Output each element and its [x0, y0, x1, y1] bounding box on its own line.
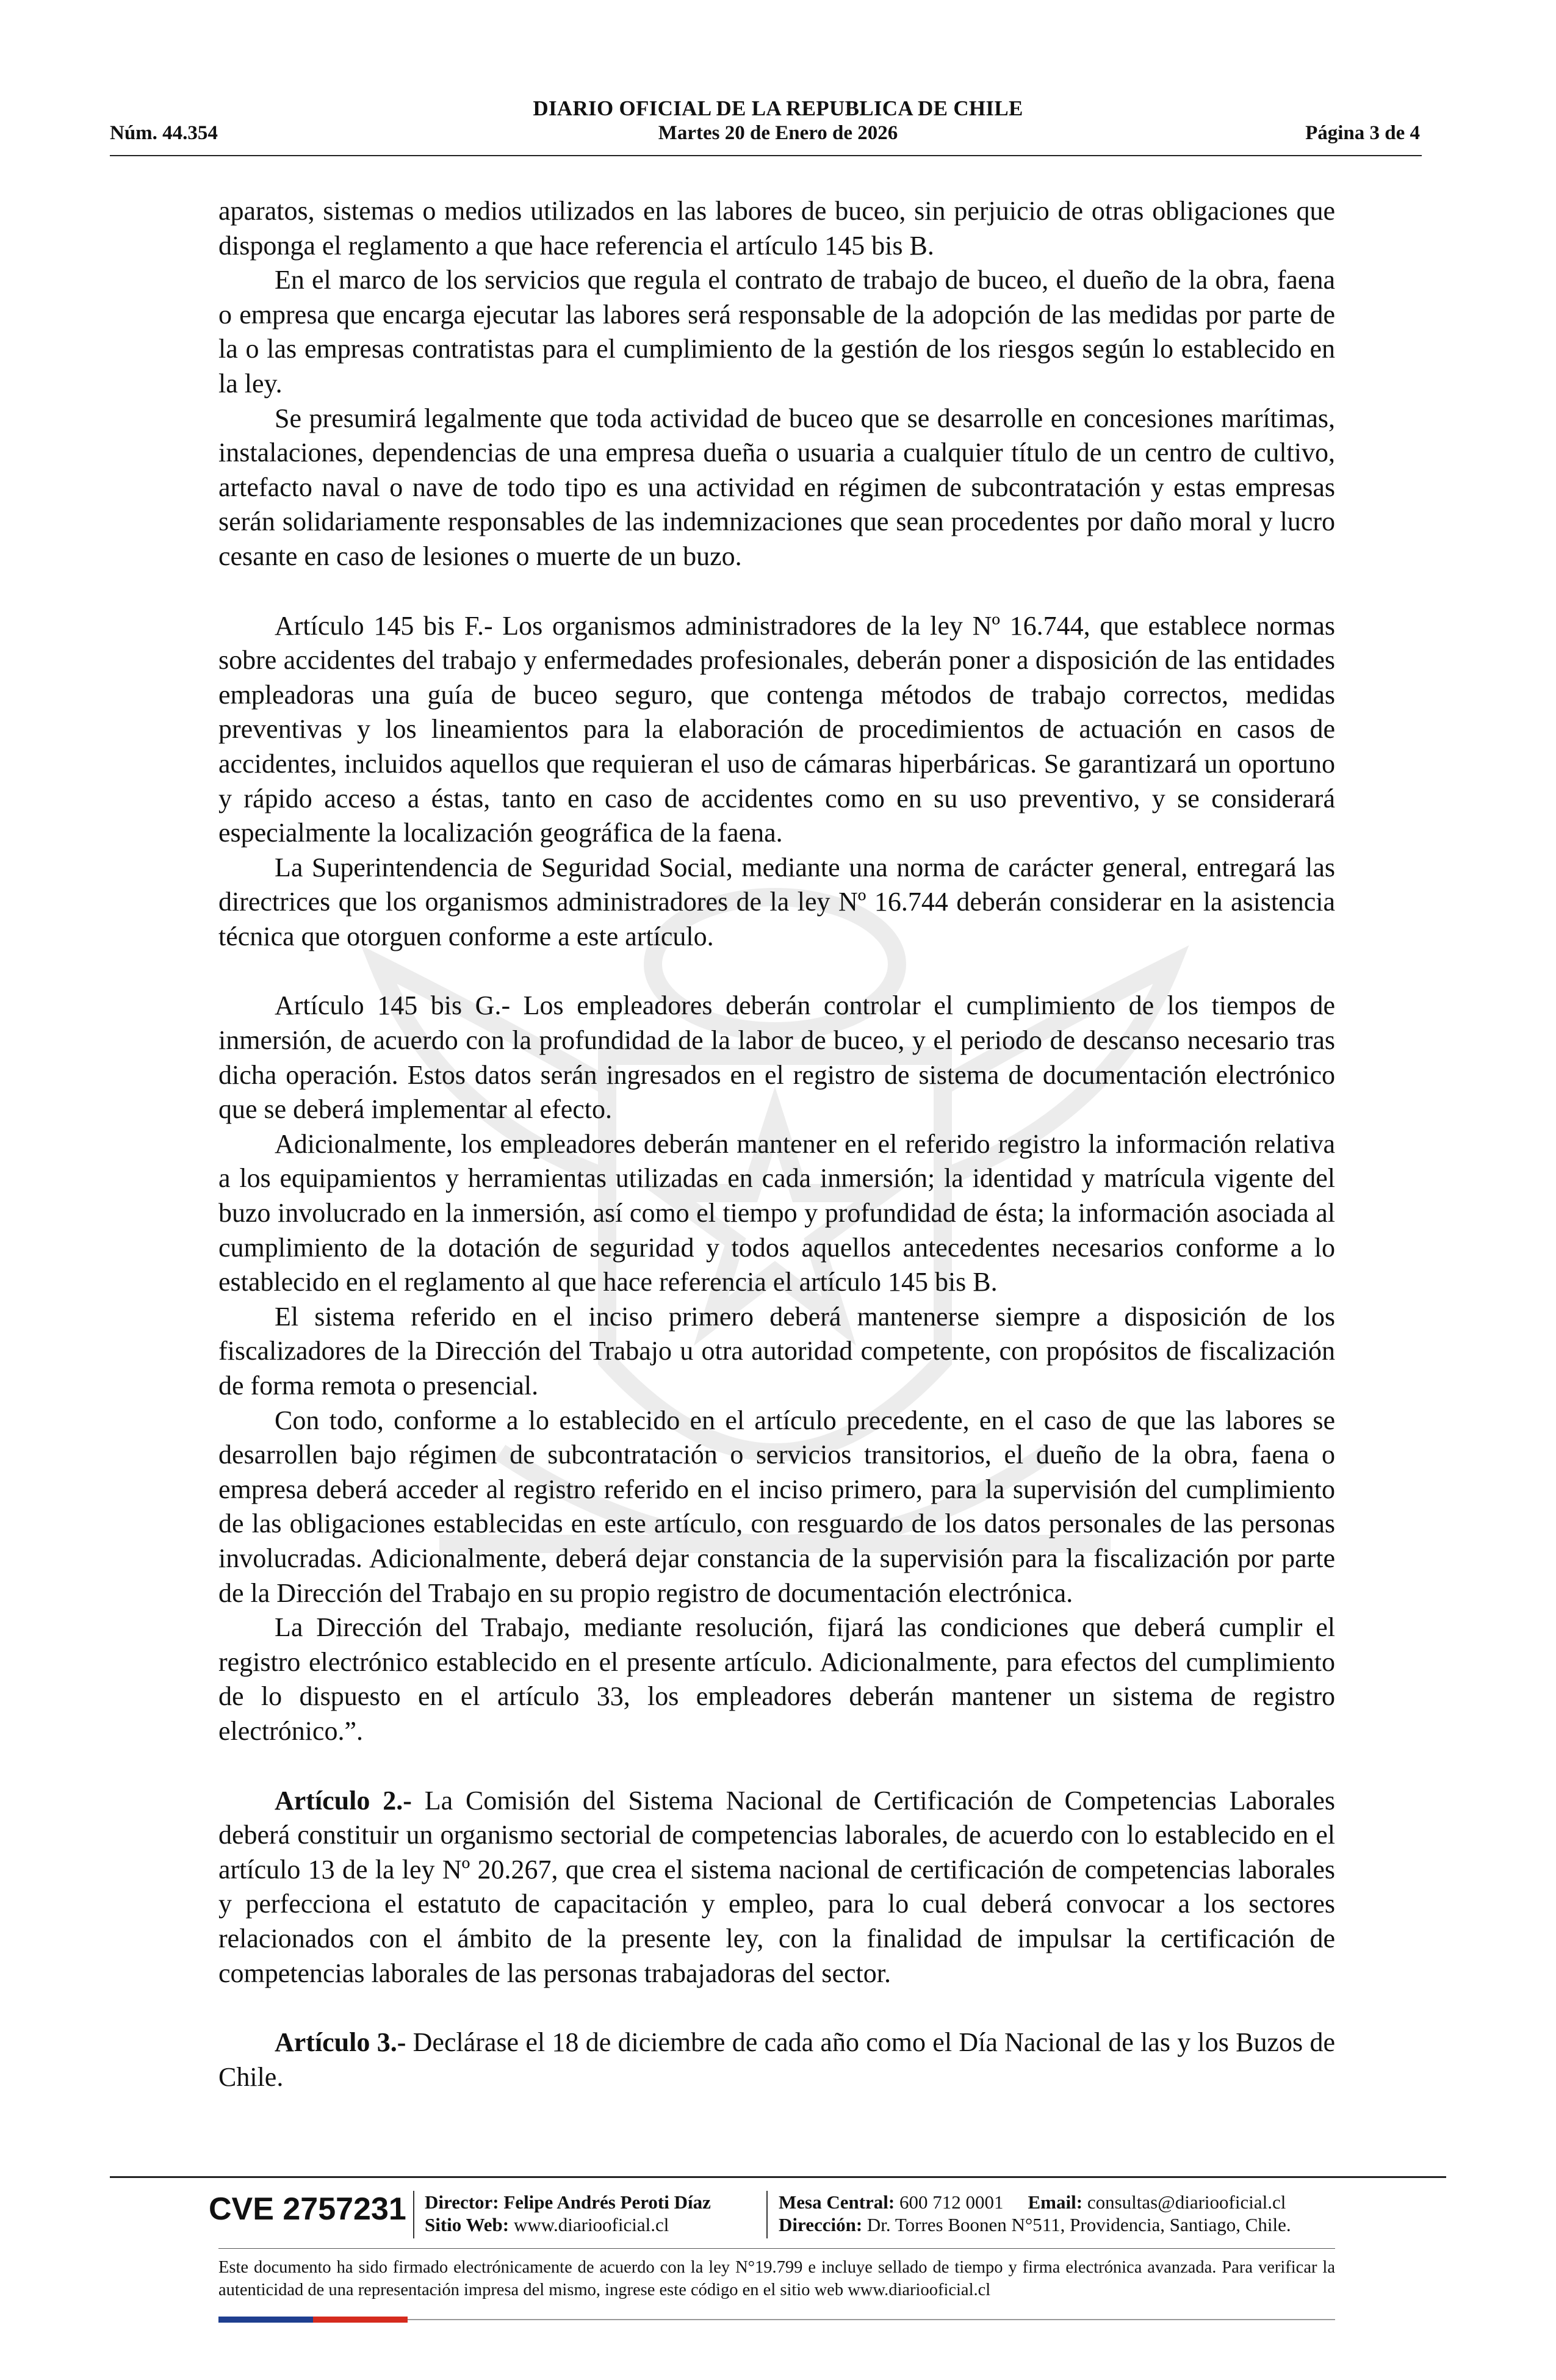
paragraph-article-145-bis-f: Artículo 145 bis F.- Los organismos administradores de la ley Nº 16.744, que establece normas sobre accidentes del trabajo y enfermedades profesionales, deberán poner a disposición de las entidades empleadoras una guía de buceo seguro, que contenga métodos de trabajo correctos, medidas preventivas y los lineamientos para la elaboración de procedimientos de actuación en casos de accidentes, incluidos aquellos que requieran el uso de cámaras hiperbáricas. Se garantizará un oportuno y rápido acceso a éstas, tanto en caso de accidentes como en su uso preventivo, y se considerará especialmente la localización geográfica de la faena. [218, 610, 1335, 848]
director-label: Director: [425, 2191, 499, 2213]
article-3-text: Declárase el 18 de diciembre de cada año como el Día Nacional de las y los Buzos de Chile. [218, 2027, 1335, 2092]
website-label: Sitio Web: [425, 2214, 510, 2235]
flag-stripe-blue [218, 2317, 313, 2323]
address-label: Dirección: [779, 2214, 863, 2235]
paragraph: El sistema referido en el inciso primero deberá mantenerse siempre a disposición de los fiscalizadores de la Dirección del Trabajo u otra autoridad competente, con propósitos de fiscalización de forma remota o presencial. [218, 1301, 1335, 1401]
footer-divider [110, 2176, 1446, 2178]
flag-stripe-red [313, 2317, 408, 2323]
email-label: Email: [1028, 2191, 1083, 2213]
paragraph: aparatos, sistemas o medios utilizados en las labores de buceo, sin perjuicio de otras obligaciones que disponga el reglamento a que hace referencia el artículo 145 bis B. [218, 196, 1335, 261]
newspaper-title: DIARIO OFICIAL DE LA REPUBLICA DE CHILE [533, 96, 1023, 120]
paragraph: Se presumirá legalmente que toda actividad de buceo que se desarrolle en concesiones marítimas, instalaciones, dependencias de una empresa dueña o usuaria a cualquier título de un centro de cultivo, artefacto naval o nave de todo tipo es una actividad en régimen de subcontratación y estas empresas serán solidariamente responsables de las indemnizaciones que sean procedentes por daño moral y lucro cesante en caso de lesiones o muerte de un buzo. [218, 403, 1335, 571]
article-3-label: Artículo 3.- [275, 2027, 406, 2058]
footer-director-block [425, 2191, 711, 2236]
header-divider [110, 155, 1422, 156]
paragraph: La Dirección del Trabajo, mediante resolución, fijará las condiciones que deberá cumplir el registro electrónico establecido en el presente artículo. Adicionalmente, para efectos del cumplimiento de lo dispuesto en el artículo 33, los empleadores deberán mantener un sistema de registro electrónico.”. [218, 1612, 1335, 1746]
paragraph: En el marco de los servicios que regula el contrato de trabajo de buceo, el dueño de la obra, faena o empresa que encarga ejecutar las labores será responsable de la adopción de las medidas por parte de la o las empresas contratistas para el cumplimiento de la gestión de los riesgos según lo establecido en la ley. [218, 265, 1335, 398]
footer-separator [766, 2191, 768, 2238]
page-indicator: Página 3 de 4 [1305, 122, 1420, 144]
paragraph: Con todo, conforme a lo establecido en el artículo precedente, en el caso de que las labores se desarrollen bajo régimen de subcontratación o servicios transitorios, el dueño de la obra, faena o empresa deberá acceder al registro referido en el inciso primero, para la supervisión del cumplimiento de las obligaciones establecidas en este artículo, con resguardo de los datos personales de las personas involucradas. Adicionalmente, deberá dejar constancia de la supervisión para la fiscalización por parte de la Dirección del Trabajo en su propio registro de documentación electrónica. [218, 1405, 1335, 1608]
address-text: Dr. Torres Boonen N°511, Providencia, Santiago, Chile. [862, 2214, 1291, 2235]
footer-inner-divider [218, 2248, 1335, 2249]
article-2-text: La Comisión del Sistema Nacional de Certificación de Competencias Laborales deberá constituir un organismo sectorial de competencias laborales, de acuerdo con lo establecido en el artículo 13 de la ley Nº 20.267, que crea el sistema nacional de certificación de competencias laborales y perfecciona el estatuto de capacitación y empleo, para lo cual deberá convocar a los sectores relacionados con el ámbito de la presente ley, con la finalidad de impulsar la certificación de competencias laborales de las personas trabajadoras del sector. [218, 1785, 1335, 1988]
website-link[interactable]: www.diariooficial.cl [509, 2214, 669, 2235]
article-2-label: Artículo 2.- [275, 1785, 412, 1816]
signature-notice: Este documento ha sido firmado electrónicamente de acuerdo con la ley N°19.799 e incluye sellado de tiempo y firma electrónica avanzada. Para verificar la autenticidad de una representación impresa del mismo, ingrese este código en el sitio web www.diariooficial.cl [218, 2258, 1335, 2299]
director-name: Felipe Andrés Peroti Díaz [499, 2191, 711, 2213]
issue-date: Martes 20 de Enero de 2026 [658, 122, 898, 144]
paragraph-article-145-bis-g: Artículo 145 bis G.- Los empleadores deberán controlar el cumplimiento de los tiempos de inmersión, de acuerdo con la profundidad de la labor de buceo, y el periodo de descanso necesario tras dicha operación. Estos datos serán ingresados en el registro de sistema de documentación electrónico que se deberá implementar al efecto. [218, 990, 1335, 1125]
cve-code: CVE 2757231 [209, 2191, 406, 2227]
phone-number: 600 712 0001 [895, 2191, 1004, 2213]
paragraph: La Superintendencia de Seguridad Social, mediante una norma de carácter general, entregará las directrices que los organismos administradores de la ley Nº 16.744 deberán considerar en la asistencia técnica que otorguen conforme a este artículo. [218, 852, 1335, 951]
footer-contact-block [779, 2191, 1291, 2236]
email-link[interactable]: consultas@diariooficial.cl [1082, 2191, 1286, 2213]
article-body [218, 194, 1335, 2094]
paragraph-article-3 [218, 2025, 1335, 2094]
flag-stripe-line [408, 2319, 1335, 2320]
issue-number: Núm. 44.354 [110, 122, 218, 144]
footer-separator [413, 2191, 414, 2238]
paragraph: Adicionalmente, los empleadores deberán mantener en el referido registro la información relativa a los equipamientos y herramientas utilizadas en cada inmersión; la identidad y matrícula vigente del buzo involucrado en la inmersión, así como el tiempo y profundidad de ésta; la información asociada al cumplimiento de la dotación de seguridad y todos aquellos antecedentes necesarios conforme a lo establecido en el reglamento al que hace referencia el artículo 145 bis B. [218, 1128, 1335, 1297]
paragraph-article-2 [218, 1784, 1335, 1991]
phone-label: Mesa Central: [779, 2191, 895, 2213]
